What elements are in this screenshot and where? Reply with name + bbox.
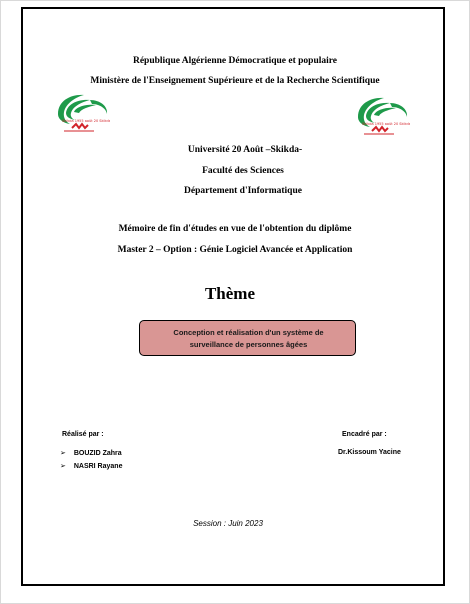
republic-heading: République Algérienne Démocratique et populaire <box>132 56 338 66</box>
ministry-heading: Ministère de l'Enseignement Supérieure et de la Recherche Scientifique <box>90 76 380 86</box>
author-item <box>60 462 122 470</box>
department-name: Département d'Informatique <box>184 186 302 196</box>
master-option-line: Master 2 – Option : Génie Logiciel Avancée et Application <box>117 245 353 255</box>
theme-title-box <box>139 320 356 356</box>
theme-title-line2: surveillance de personnes âgées <box>189 340 308 349</box>
arrow-bullet-icon: ➢ <box>60 450 66 457</box>
arrow-bullet-icon: ➢ <box>60 463 66 470</box>
university-name: Université 20 Août –Skikda- <box>187 145 303 155</box>
svg-text:Skikda 1955 août 20 Skikda: Skikda 1955 août 20 Skikda <box>62 119 110 123</box>
theme-label: Thème <box>204 284 256 303</box>
svg-text:Skikda 1955 août 20 Skikda: Skikda 1955 août 20 Skikda <box>362 122 410 126</box>
university-logo-right <box>354 95 410 137</box>
author-name: BOUZID Zahra <box>73 450 122 457</box>
session-date: Session : Juin 2023 <box>193 519 263 528</box>
memoire-line: Mémoire de fin d'études en vue de l'obtention du diplôme <box>118 224 352 234</box>
faculty-name: Faculté des Sciences <box>202 166 284 176</box>
university-logo-left <box>54 92 110 134</box>
author-name: NASRI Rayane <box>73 463 123 470</box>
author-item <box>60 449 122 457</box>
supervisor-label: Encadré par : <box>342 431 387 438</box>
theme-title-line1: Conception et réalisation d'un système de <box>173 328 324 337</box>
supervisor-name: Dr.Kissoum Yacine <box>338 449 401 456</box>
authors-label: Réalisé par : <box>62 431 104 438</box>
